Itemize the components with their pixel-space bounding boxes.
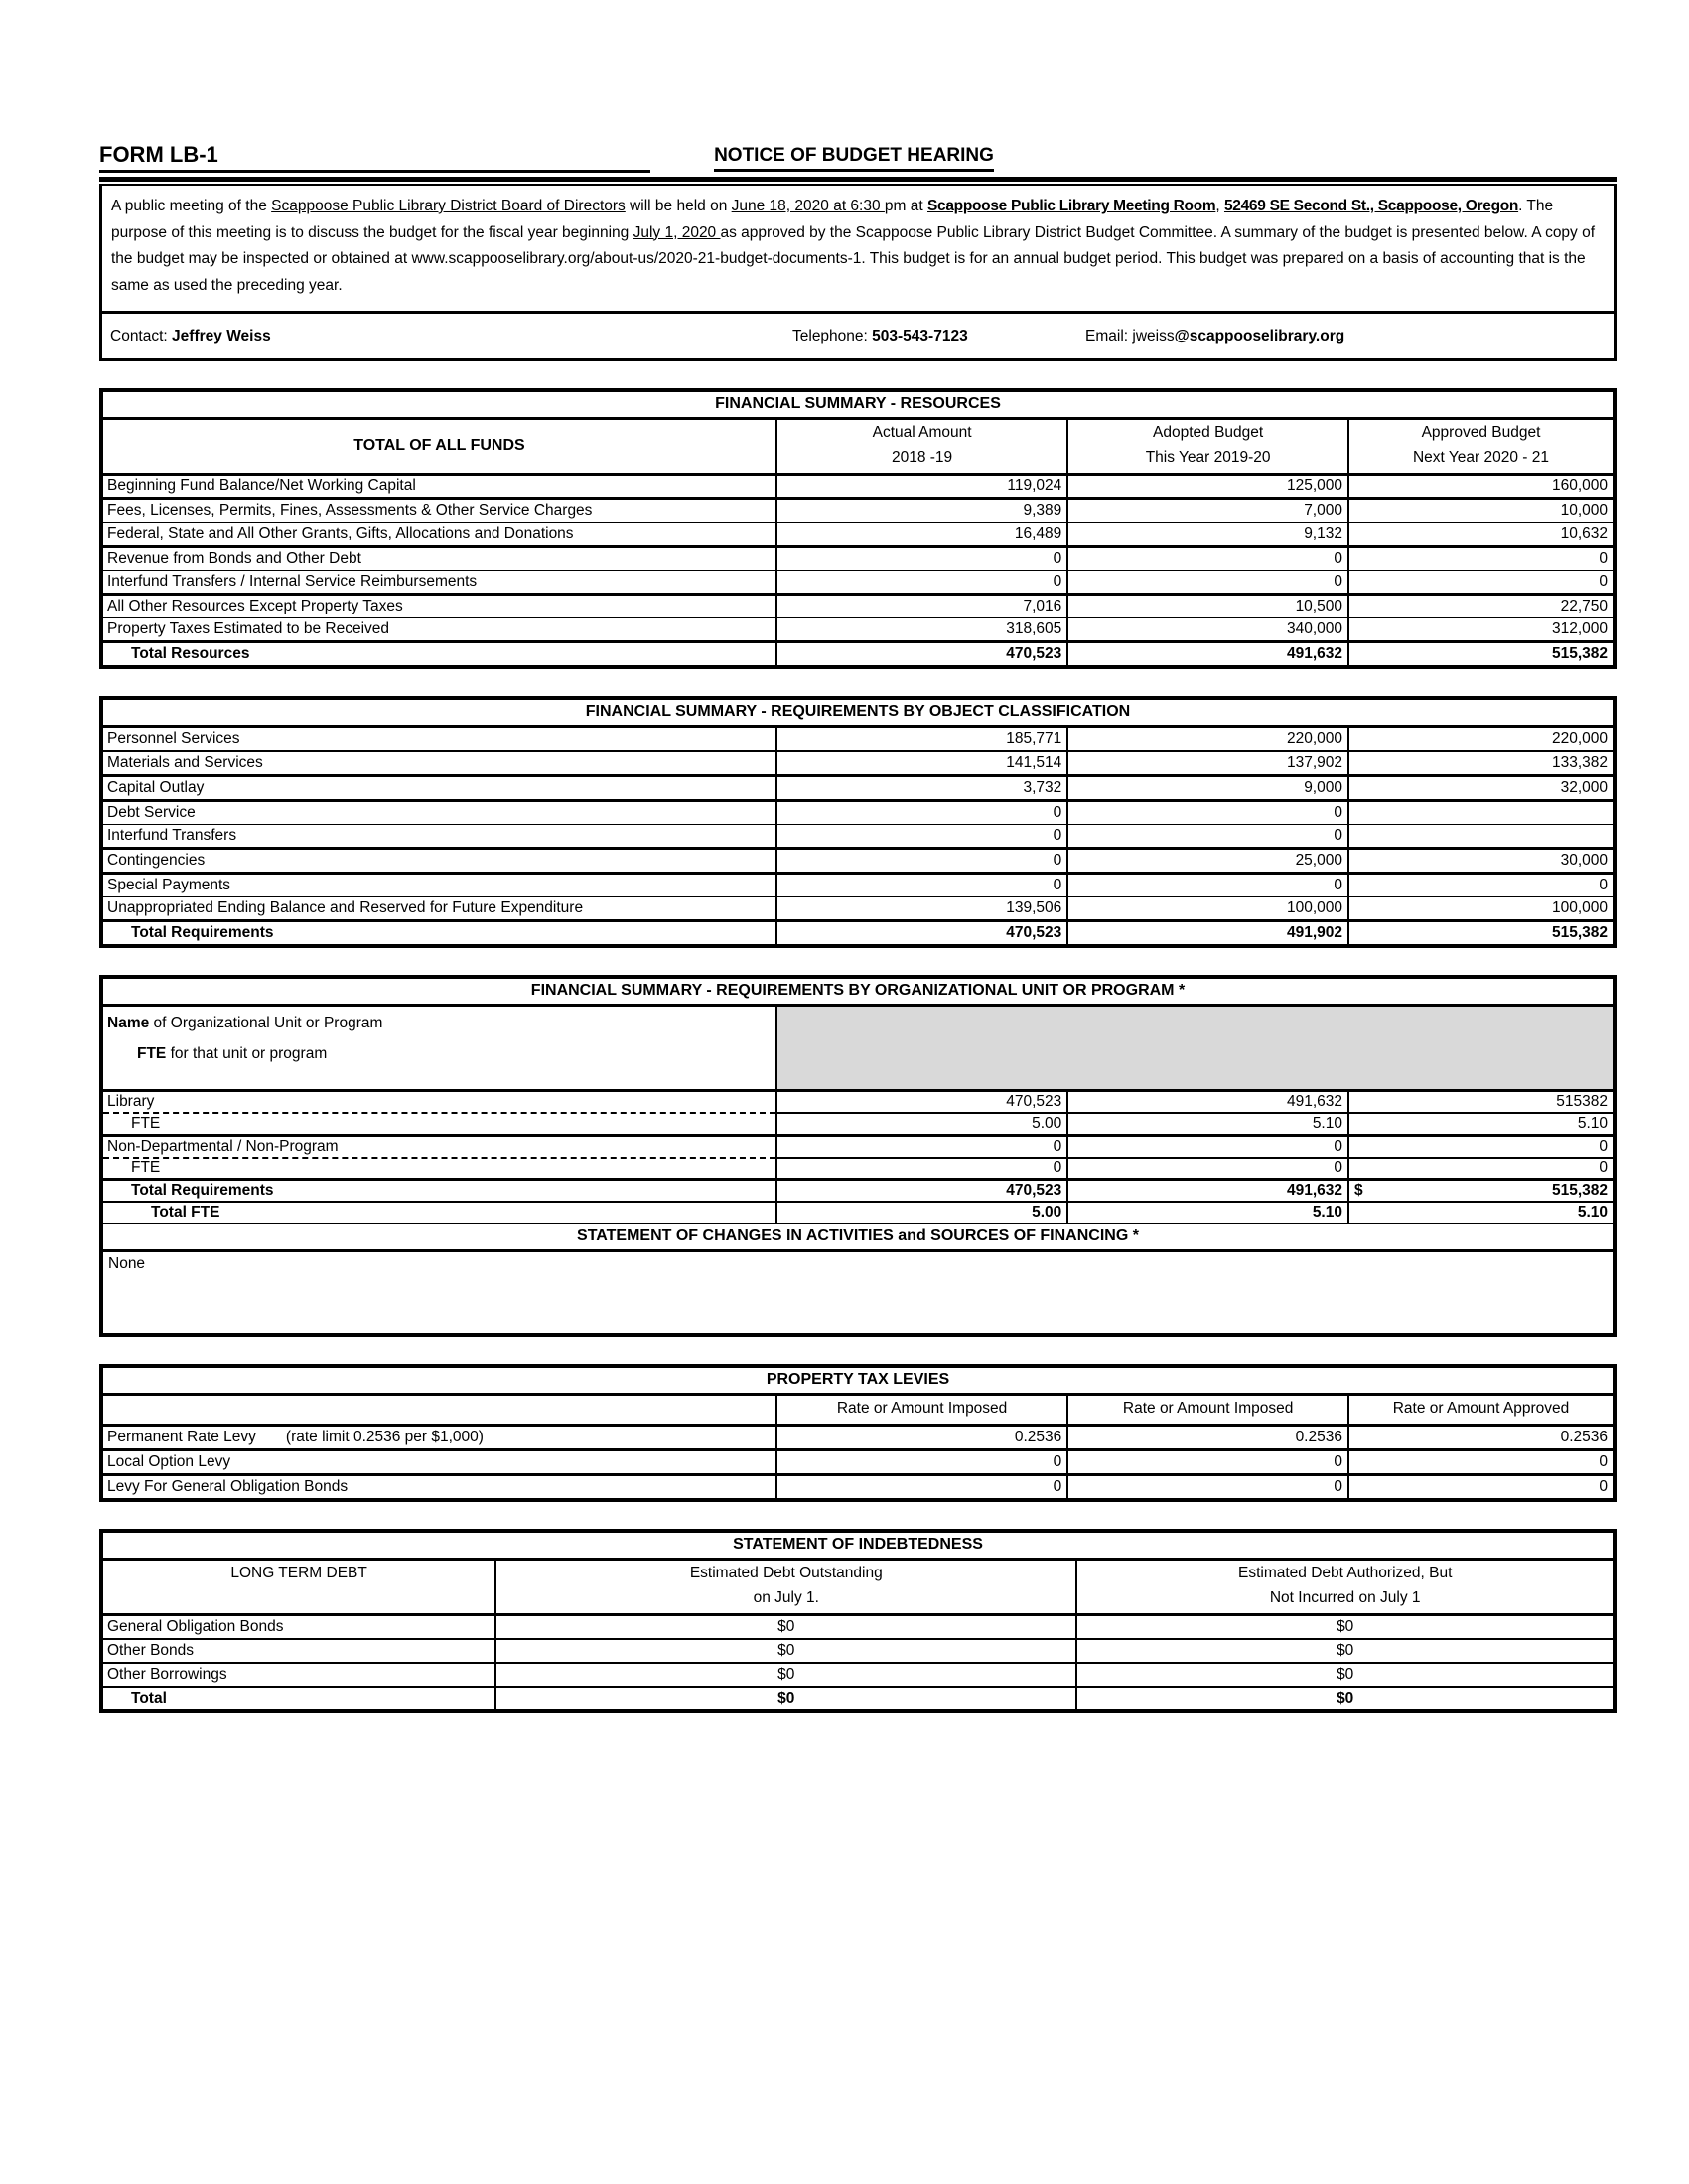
- cell-value: 30,000: [1348, 849, 1613, 874]
- contact-row: [99, 314, 1617, 361]
- row-label: [103, 1425, 776, 1449]
- cell-value: 491,632: [1067, 1090, 1348, 1113]
- row-label-text: Beginning Fund Balance/Net Working Capital: [107, 478, 416, 494]
- cell-value: 0: [776, 801, 1067, 825]
- cell-value: 0: [776, 1449, 1067, 1474]
- table-row: [103, 921, 1613, 945]
- contact-field: [110, 328, 271, 345]
- row-label-text: Personnel Services: [107, 730, 240, 747]
- row-label-text: Other Borrowings: [107, 1665, 227, 1683]
- table-row: [103, 595, 1613, 618]
- telephone-label: Telephone:: [792, 328, 868, 344]
- row-label: [103, 1474, 776, 1498]
- cell-value: 32,000: [1348, 776, 1613, 801]
- page-title: NOTICE OF BUDGET HEARING: [556, 145, 1152, 167]
- row-label: [103, 1113, 776, 1136]
- row-label: [103, 751, 776, 776]
- cell-value: 100,000: [1067, 897, 1348, 921]
- cell-value: 7,000: [1067, 499, 1348, 523]
- row-label-text: FTE: [131, 1114, 161, 1132]
- approved-budget-header: Approved Budget Next Year 2020 - 21: [1348, 420, 1613, 475]
- cell-value: 0: [1348, 1135, 1613, 1158]
- table-row: [103, 825, 1613, 849]
- cell-value: 0: [1348, 571, 1613, 595]
- cell-value: 0: [776, 1474, 1067, 1498]
- cell-value: 0.2536: [1348, 1425, 1613, 1449]
- row-label-text: Local Option Levy: [107, 1452, 231, 1470]
- table-row: [103, 1449, 1613, 1474]
- row-label: [103, 1663, 495, 1687]
- org-unit-section: [99, 975, 1617, 1337]
- row-label: [103, 874, 776, 897]
- table-row: [103, 523, 1613, 547]
- telephone-number: 503-543-7123: [872, 328, 968, 344]
- rate-imposed-header-1: Rate or Amount Imposed: [776, 1396, 1067, 1426]
- rate-approved-header: Rate or Amount Approved: [1348, 1396, 1613, 1426]
- debt-authorized-header: Estimated Debt Authorized, But Not Incurred on July 1: [1076, 1561, 1613, 1615]
- row-label: [103, 801, 776, 825]
- row-label-text: General Obligation Bonds: [107, 1617, 284, 1635]
- row-label: [103, 921, 776, 945]
- row-label-text: Special Payments: [107, 877, 231, 893]
- object-classification-table-body: [103, 728, 1613, 944]
- cell-value: 0: [776, 874, 1067, 897]
- cell-value: 141,514: [776, 751, 1067, 776]
- table-row: [103, 751, 1613, 776]
- cell-value: [1348, 825, 1613, 849]
- cell-value: 515,382: [1551, 924, 1608, 941]
- total-of-all-funds-header: TOTAL OF ALL FUNDS: [103, 420, 776, 475]
- indebtedness-table: [103, 1561, 1613, 1709]
- form-number-label: FORM LB-1: [99, 142, 650, 173]
- cell-value: $0: [1337, 1689, 1354, 1706]
- row-label-text: Other Bonds: [107, 1641, 195, 1659]
- table-row: [103, 801, 1613, 825]
- cell-value: 0: [1067, 547, 1348, 571]
- cell-value: 0: [1067, 874, 1348, 897]
- cell-value: 0: [1599, 1477, 1608, 1495]
- object-classification-section: [99, 696, 1617, 948]
- cell-value: 0: [776, 825, 1067, 849]
- row-label-text: Interfund Transfers / Internal Service Reimbursements: [107, 573, 478, 590]
- row-label-text: FTE: [131, 1159, 161, 1176]
- table-row: [103, 1090, 1613, 1113]
- actual-amount-header: Actual Amount 2018 -19: [776, 420, 1067, 475]
- row-label-text: Materials and Services: [107, 754, 263, 771]
- cell-value: 312,000: [1348, 618, 1613, 642]
- row-label: [103, 776, 776, 801]
- cell-value: 25,000: [1067, 849, 1348, 874]
- cell-value: 0: [1067, 1158, 1348, 1180]
- object-classification-table: [103, 728, 1613, 944]
- table-row: [103, 1687, 1613, 1709]
- cell-value: 160,000: [1348, 475, 1613, 499]
- cell-value: 0: [1348, 547, 1613, 571]
- notice-box: [99, 184, 1617, 314]
- table-row: [103, 1113, 1613, 1136]
- row-label-text: Capital Outlay: [107, 779, 205, 796]
- telephone-field: [792, 328, 968, 345]
- cell-value: 470,523: [776, 642, 1067, 666]
- table-row: [103, 728, 1613, 751]
- statement-of-changes-content: None: [108, 1254, 146, 1272]
- row-label-note: (rate limit 0.2536 per $1,000): [285, 1428, 484, 1445]
- notice-text-segment: . The purpose of this meeting is to discuss the budget for the fiscal year beginning: [111, 198, 1554, 241]
- table-row: [103, 618, 1613, 642]
- row-label: [103, 523, 776, 547]
- cell-value: 133,382: [1348, 751, 1613, 776]
- row-label-text: Unappropriated Ending Balance and Reserved for Future Expenditure: [107, 899, 584, 916]
- form-lb1-page: [99, 0, 1617, 1713]
- cell-value: 100,000: [1348, 897, 1613, 921]
- org-unit-table: [103, 1007, 1613, 1223]
- cell-value-text: 515,382: [1551, 1181, 1608, 1199]
- notice-text-segment: as approved by the Scappoose Public Library District Budget Committee. A summary of the budget is presented below. A copy of the budget may be inspected or obtained at www.scappooselibrary.org/about-us/2020-21-budget-documents-1. This budget is for an annual budget period. This budget was prepared on a basis of accounting that is the same as used the preceding year.: [111, 223, 1596, 294]
- notice-text-segment: pm at: [884, 198, 927, 214]
- cell-value: 0: [1067, 1135, 1348, 1158]
- debt-outstanding-header: Estimated Debt Outstanding on July 1.: [495, 1561, 1076, 1615]
- cell-value: 0: [1067, 801, 1348, 825]
- cell-value: 0.2536: [1067, 1425, 1348, 1449]
- email-field: [1085, 328, 1344, 345]
- indebtedness-section: [99, 1529, 1617, 1713]
- table-row: [103, 1158, 1613, 1180]
- cell-value: 220,000: [1067, 728, 1348, 751]
- cell-value: 10,000: [1348, 499, 1613, 523]
- table-row: [103, 1614, 1613, 1639]
- cell-value: 470,523: [776, 1090, 1067, 1113]
- cell-value: 22,750: [1348, 595, 1613, 618]
- table-row: [103, 1425, 1613, 1449]
- cell-value: 0: [1348, 1158, 1613, 1180]
- cell-value: 5.10: [1067, 1113, 1348, 1136]
- contact-name: Jeffrey Weiss: [172, 328, 271, 344]
- table-row: [103, 849, 1613, 874]
- cell-value: 7,016: [776, 595, 1067, 618]
- cell-value: 9,389: [776, 499, 1067, 523]
- org-unit-header-row: [103, 1007, 1613, 1090]
- row-label: [103, 728, 776, 751]
- email-domain: @scappooselibrary.org: [1174, 328, 1345, 344]
- cell-value: $0: [495, 1614, 1076, 1639]
- cell-value: [1348, 801, 1613, 825]
- org-unit-header-label: Name of Organizational Unit or Program FTE for that unit or program: [103, 1007, 776, 1090]
- row-label-text: Revenue from Bonds and Other Debt: [107, 550, 361, 567]
- table-row: [103, 897, 1613, 921]
- cell-value: 5.10: [1067, 1202, 1348, 1223]
- cell-value: 0: [776, 571, 1067, 595]
- notice-text-segment: July 1, 2020: [633, 223, 721, 241]
- row-label-text: Fees, Licenses, Permits, Fines, Assessments & Other Service Charges: [107, 502, 593, 519]
- row-label: [103, 1202, 776, 1223]
- cell-value: $0: [495, 1663, 1076, 1687]
- cell-value: 220,000: [1348, 728, 1613, 751]
- cell-value: 5.10: [1348, 1113, 1613, 1136]
- notice-text-segment: Scappoose Public Library District Board of Directors: [271, 198, 626, 214]
- org-unit-table-body: [103, 1090, 1613, 1223]
- cell-value: 340,000: [1067, 618, 1348, 642]
- cell-value: 0: [776, 547, 1067, 571]
- table-row: [103, 1639, 1613, 1663]
- cell-value: $0: [1076, 1614, 1613, 1639]
- table-row: [103, 1179, 1613, 1202]
- table-row: [103, 475, 1613, 499]
- row-label: [103, 571, 776, 595]
- adopted-budget-header: Adopted Budget This Year 2019-20: [1067, 420, 1348, 475]
- cell-value: $0: [1076, 1639, 1613, 1663]
- notice-text-segment: June 18, 2020 at 6:30: [731, 198, 885, 214]
- notice-text-segment: Scappoose Public Library Meeting Room: [927, 198, 1216, 214]
- row-label: [103, 1687, 495, 1709]
- contact-label: Contact:: [110, 328, 168, 344]
- resources-table: [103, 420, 1613, 665]
- row-label: [103, 825, 776, 849]
- row-label-text: Levy For General Obligation Bonds: [107, 1477, 349, 1495]
- page-header: [99, 142, 1617, 172]
- cell-value: 185,771: [776, 728, 1067, 751]
- table-row: [103, 1135, 1613, 1158]
- notice-paragraph: [111, 194, 1605, 299]
- cell-value: 3,732: [776, 776, 1067, 801]
- cell-value: 0: [1348, 874, 1613, 897]
- row-label-text: Debt Service: [107, 804, 196, 821]
- long-term-debt-header: LONG TERM DEBT: [103, 1561, 495, 1615]
- cell-value: [1348, 1179, 1613, 1202]
- cell-value: 9,000: [1067, 776, 1348, 801]
- cell-value: 515382: [1348, 1090, 1613, 1113]
- table-row: [103, 571, 1613, 595]
- cell-value: 0: [1067, 571, 1348, 595]
- row-label: [103, 1614, 495, 1639]
- cell-value: 0: [1067, 825, 1348, 849]
- resources-title: FINANCIAL SUMMARY - RESOURCES: [103, 392, 1613, 420]
- cell-value: $0: [1076, 1663, 1613, 1687]
- cell-value: 470,523: [776, 1179, 1067, 1202]
- row-label: [103, 642, 776, 666]
- row-label-text: Total: [131, 1689, 167, 1706]
- org-unit-title: FINANCIAL SUMMARY - REQUIREMENTS BY ORGANIZATIONAL UNIT OR PROGRAM *: [103, 979, 1613, 1007]
- object-classification-title: FINANCIAL SUMMARY - REQUIREMENTS BY OBJECT CLASSIFICATION: [103, 700, 1613, 728]
- indebtedness-table-body: [103, 1614, 1613, 1709]
- notice-text-segment: 52469 SE Second St., Scappoose, Oregon: [1223, 198, 1519, 214]
- cell-value: 0: [776, 849, 1067, 874]
- row-label: [103, 1135, 776, 1158]
- cell-value: 0.2536: [776, 1425, 1067, 1449]
- row-label-text: Property Taxes Estimated to be Received: [107, 620, 390, 637]
- property-tax-levies-section: [99, 1364, 1617, 1502]
- row-label: [103, 1090, 776, 1113]
- table-row: [103, 1202, 1613, 1223]
- org-unit-header-shaded-cell: [776, 1007, 1613, 1090]
- header-rule: [99, 177, 1617, 182]
- row-label-text: Total Requirements: [131, 924, 274, 941]
- row-label: [103, 499, 776, 523]
- table-row: [103, 1474, 1613, 1498]
- email-user: jweiss: [1132, 328, 1175, 344]
- cell-value: 491,902: [1067, 921, 1348, 945]
- table-row: [103, 642, 1613, 666]
- row-label: [103, 618, 776, 642]
- cell-value: 0: [776, 1135, 1067, 1158]
- row-label-text: Permanent Rate Levy: [107, 1428, 256, 1445]
- resources-section: [99, 388, 1617, 669]
- notice-text-segment: will be held on: [625, 198, 732, 214]
- row-label: [103, 1639, 495, 1663]
- cell-value: 10,632: [1348, 523, 1613, 547]
- cell-value: 119,024: [776, 475, 1067, 499]
- table-row: [103, 499, 1613, 523]
- cell-value: $0: [495, 1687, 1076, 1709]
- statement-of-changes-title: STATEMENT OF CHANGES IN ACTIVITIES and SOURCES OF FINANCING *: [103, 1223, 1613, 1252]
- row-label: [103, 475, 776, 499]
- rate-imposed-header-2: Rate or Amount Imposed: [1067, 1396, 1348, 1426]
- cell-value: 9,132: [1067, 523, 1348, 547]
- row-label-text: Total FTE: [151, 1203, 220, 1221]
- cell-value: 0: [1348, 1449, 1613, 1474]
- cell-value: 318,605: [776, 618, 1067, 642]
- indebtedness-header-row: [103, 1561, 1613, 1615]
- indebtedness-title: STATEMENT OF INDEBTEDNESS: [103, 1533, 1613, 1561]
- row-label-text: Contingencies: [107, 852, 206, 869]
- cell-value: 5.10: [1577, 1203, 1608, 1221]
- cell-value: 491,632: [1067, 1179, 1348, 1202]
- cell-value: 137,902: [1067, 751, 1348, 776]
- levies-header-row: [103, 1396, 1613, 1426]
- table-row: [103, 874, 1613, 897]
- resources-header-row: [103, 420, 1613, 475]
- cell-value: 515,382: [1551, 645, 1608, 662]
- cell-value: 16,489: [776, 523, 1067, 547]
- row-label: [103, 1179, 776, 1202]
- row-label-text: Total Requirements: [131, 1181, 274, 1199]
- cell-value: 125,000: [1067, 475, 1348, 499]
- row-label: [103, 1449, 776, 1474]
- table-row: [103, 547, 1613, 571]
- notice-text-segment: A public meeting of the: [111, 198, 272, 214]
- cell-value: 0: [1067, 1449, 1348, 1474]
- row-label-text: Non-Departmental / Non-Program: [107, 1137, 339, 1155]
- row-label: [103, 897, 776, 921]
- cell-value: 0: [776, 1158, 1067, 1180]
- levies-table-body: [103, 1425, 1613, 1498]
- row-label-text: Interfund Transfers: [107, 827, 237, 844]
- cell-value: 10,500: [1067, 595, 1348, 618]
- cell-value: 139,506: [776, 897, 1067, 921]
- cell-value: 0: [1067, 1474, 1348, 1498]
- cell-value: 491,632: [1067, 642, 1348, 666]
- table-row: [103, 776, 1613, 801]
- levies-header-blank: [103, 1396, 776, 1426]
- row-label-text: Total Resources: [131, 645, 250, 662]
- row-label: [103, 849, 776, 874]
- row-label-text: Federal, State and All Other Grants, Gifts, Allocations and Donations: [107, 525, 574, 542]
- cell-value: 5.00: [776, 1113, 1067, 1136]
- table-row: [103, 1663, 1613, 1687]
- cell-value: 470,523: [776, 921, 1067, 945]
- property-tax-levies-table: [103, 1396, 1613, 1498]
- resources-table-body: [103, 475, 1613, 666]
- row-label-text: Library: [107, 1092, 155, 1110]
- row-label: [103, 1158, 776, 1180]
- email-label: Email:: [1085, 328, 1129, 344]
- property-tax-levies-title: PROPERTY TAX LEVIES: [103, 1368, 1613, 1396]
- cell-value: 5.00: [776, 1202, 1067, 1223]
- row-label: [103, 595, 776, 618]
- notice-text-segment: ,: [1215, 198, 1224, 214]
- dollar-sign: $: [1353, 1181, 1363, 1199]
- cell-value: $0: [495, 1639, 1076, 1663]
- row-label: [103, 547, 776, 571]
- row-label-text: All Other Resources Except Property Taxes: [107, 598, 403, 614]
